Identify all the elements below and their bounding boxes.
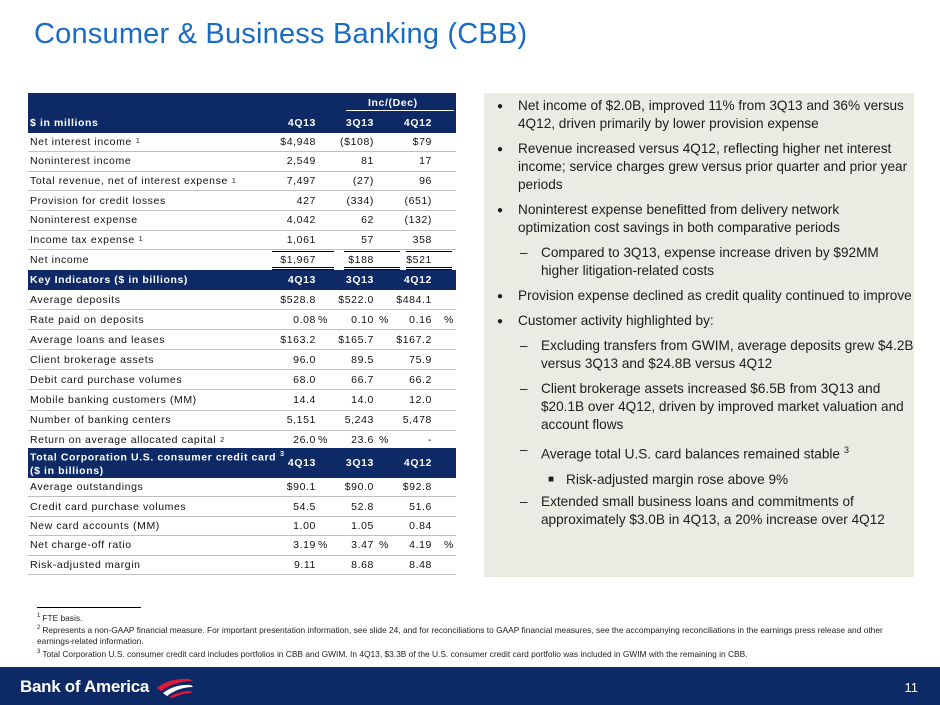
- value-col-1: 9.11: [293, 558, 316, 571]
- header-line-1: Total Corporation U.S. consumer credit card: [30, 451, 277, 464]
- bullet-item: [484, 380, 914, 434]
- footnote-divider: [37, 607, 141, 608]
- footnote-2: $^2$ Represents a non-GAAP financial measure. For important presentation information, see slide 24, and for reconciliations to GAAP financial measures, see the accompanying reconciliations in the earnings press release and other earnings-related information.: [37, 624, 883, 647]
- total-double-rule: [272, 267, 334, 268]
- row-label-sup: 1: [138, 236, 144, 244]
- value-col-2: $188: [348, 253, 374, 266]
- row-label-text: Rate paid on deposits: [30, 313, 145, 326]
- bullet-item: [484, 244, 914, 280]
- table-row: [28, 330, 456, 350]
- value-col-2: ($108): [340, 135, 374, 148]
- unit-col-1: %: [318, 434, 328, 447]
- bullet-item: [484, 140, 914, 194]
- row-label-text: Income tax expense: [30, 233, 135, 246]
- row-label-text: New card accounts (MM): [30, 519, 160, 532]
- table-row: [28, 310, 456, 330]
- value-col-1: 3.19: [293, 539, 316, 552]
- row-label: [30, 536, 132, 554]
- row-label: [30, 330, 169, 349]
- value-col-2: 52.8: [351, 500, 374, 513]
- bullet-item: [484, 312, 914, 330]
- value-col-3: $79: [412, 135, 432, 148]
- row-label-text: Risk-adjusted margin: [30, 558, 141, 571]
- value-col-3: (651): [404, 194, 432, 207]
- row-label-text: Client brokerage assets: [30, 353, 155, 366]
- value-col-3: 0.16: [409, 313, 432, 326]
- row-label-text: Credit card purchase volumes: [30, 500, 187, 513]
- value-col-1: 14.4: [293, 394, 316, 407]
- row-label: [30, 133, 140, 152]
- value-col-3: 4.19: [409, 539, 432, 552]
- row-label: [30, 211, 142, 230]
- total-double-rule: [406, 267, 452, 268]
- value-col-2: 62: [361, 214, 374, 227]
- value-col-1: 0.08: [293, 313, 316, 326]
- bullet-item: [484, 337, 914, 373]
- row-label: [30, 191, 170, 210]
- table-row: [28, 390, 456, 410]
- bullet-text: Noninterest expense benefitted from delivery network optimization cost savings in both comparative periods: [518, 202, 840, 235]
- kpi-table: [28, 270, 456, 451]
- bullet-dot-icon: ●: [497, 316, 504, 327]
- table-row: [28, 478, 456, 497]
- bullet-text: Risk-adjusted margin rose above 9%: [566, 471, 789, 487]
- bullet-dot-icon: ●: [497, 205, 504, 216]
- row-label-text: Average outstandings: [30, 481, 144, 494]
- value-col-3: 17: [419, 155, 432, 168]
- flag-logo-icon: [155, 676, 195, 698]
- value-col-2: 66.7: [351, 373, 374, 386]
- header-label: Key Indicators ($ in billions): [30, 274, 189, 286]
- value-col-1: 54.5: [293, 500, 316, 513]
- value-col-3: 358: [412, 233, 432, 246]
- value-col-1: 1.00: [293, 519, 316, 532]
- bullet-text: Provision expense declined as credit quality continued to improve: [518, 288, 912, 303]
- header-col-2: 3Q13: [345, 274, 374, 286]
- header-line-2: ($ in billions): [30, 464, 104, 477]
- table-row: [28, 536, 456, 555]
- row-label-text: Mobile banking customers (MM): [30, 394, 197, 407]
- row-label: [30, 517, 160, 535]
- header-col-3: 4Q12: [403, 457, 432, 469]
- bullet-dot-icon: ●: [497, 291, 504, 302]
- dash-icon: –: [520, 338, 528, 353]
- bullet-item: [484, 287, 914, 305]
- value-col-1: $163.2: [280, 333, 316, 346]
- kpi-table-header: [28, 270, 456, 290]
- value-col-3: 0.84: [409, 519, 432, 532]
- value-col-2: 1.05: [351, 519, 374, 532]
- value-col-1: $4,948: [280, 135, 316, 148]
- table-row: [28, 350, 456, 370]
- value-col-2: 3.47: [351, 539, 374, 552]
- value-col-2: (334): [346, 194, 374, 207]
- header-col-3: 4Q12: [403, 116, 432, 129]
- total-rule: [272, 251, 334, 252]
- value-col-2: 5,243: [344, 414, 374, 427]
- card-table: [28, 448, 456, 575]
- unit-col-3: %: [444, 539, 454, 552]
- bullet-text: Extended small business loans and commitments of approximately $3.0B in 4Q13, a 20% increase over 4Q12: [541, 493, 885, 527]
- total-rule: [406, 251, 452, 252]
- footnote-3: $^3$ Total Corporation U.S. consumer credit card includes portfolios in CBB and GWIM. In 4Q13, $3.3B of the U.S. consumer credit card portfolio was included in GWIM with the remaining in CBB.: [37, 648, 748, 659]
- row-label-text: Noninterest income: [30, 155, 132, 168]
- row-label: [30, 411, 175, 430]
- table-row: [28, 556, 456, 575]
- income-table-header: [28, 113, 456, 133]
- header-col-2: 3Q13: [345, 457, 374, 469]
- row-label-text: Average deposits: [30, 293, 121, 306]
- header-label: $ in millions: [30, 116, 99, 129]
- table-row: [28, 250, 456, 270]
- bullet-item: [484, 97, 914, 133]
- row-label-text: Return on average allocated capital: [30, 434, 217, 447]
- value-col-3: 8.48: [409, 558, 432, 571]
- value-col-2: 89.5: [351, 353, 374, 366]
- row-label-sup: 2: [220, 436, 225, 444]
- bullet-text: Revenue increased versus 4Q12, reflecting higher net interest income; service charges grew versus prior quarter and prior year periods: [518, 141, 908, 192]
- row-label-text: Net interest income: [30, 135, 132, 148]
- bullet-text: Excluding transfers from GWIM, average deposits grew $4.2B versus 3Q13 and $24.8B versus 4Q12: [541, 338, 914, 371]
- total-rule: [344, 251, 400, 252]
- value-col-1: 26.0: [293, 434, 316, 447]
- table-row: [28, 497, 456, 516]
- value-col-2: 0.10: [351, 313, 374, 326]
- header-col-1: 4Q13: [287, 116, 316, 129]
- value-col-3: -: [427, 434, 432, 447]
- unit-col-2: %: [379, 539, 389, 552]
- row-label: [30, 231, 143, 250]
- bullet-text: Compared to 3Q13, expense increase driven by $92MM higher litigation-related costs: [541, 245, 879, 278]
- value-col-1: 1,061: [286, 233, 316, 246]
- row-label-text: Net charge-off ratio: [30, 539, 132, 552]
- row-label-sup: 1: [231, 177, 237, 185]
- value-col-3: 75.9: [409, 353, 432, 366]
- value-col-1: $90.1: [286, 481, 316, 494]
- square-bullet-icon: ■: [548, 473, 555, 485]
- value-col-1: 68.0: [293, 373, 316, 386]
- row-label: [30, 370, 186, 389]
- bullet-dot-icon: ●: [497, 101, 504, 112]
- row-label: [30, 478, 143, 496]
- bullet-item: [484, 441, 914, 464]
- row-label: [30, 290, 125, 309]
- value-col-3: 51.6: [409, 500, 432, 513]
- table-row: [28, 152, 456, 172]
- total-double-rule: [344, 267, 400, 268]
- value-col-3: 12.0: [409, 394, 432, 407]
- value-col-1: 427: [296, 194, 316, 207]
- row-label: [30, 152, 135, 171]
- unit-col-3: %: [444, 313, 454, 326]
- table-row: [28, 211, 456, 231]
- footnote-1: $^1$ FTE basis.: [37, 612, 83, 623]
- page-number: 11: [904, 680, 918, 695]
- header-sup: 3: [280, 451, 285, 459]
- value-col-3: 96: [419, 175, 432, 188]
- bullet-item: [484, 493, 914, 529]
- value-col-3: $521: [406, 253, 432, 266]
- bullet-item: [484, 471, 914, 489]
- card-table-header: [28, 448, 456, 478]
- group-header-label: Inc/(Dec): [368, 97, 418, 109]
- dash-icon: –: [520, 442, 528, 457]
- header-col-1: 4Q13: [287, 457, 316, 469]
- header-col-1: 4Q13: [287, 274, 316, 286]
- value-col-1: 4,042: [286, 214, 316, 227]
- bullet-text: Average total U.S. card balances remained stable: [541, 446, 840, 462]
- income-table-group-header: [28, 93, 456, 113]
- commentary-bullets: [484, 97, 914, 536]
- value-col-1: 96.0: [293, 353, 316, 366]
- value-col-3: 5,478: [402, 414, 432, 427]
- unit-col-1: %: [318, 539, 328, 552]
- table-row: [28, 370, 456, 390]
- table-row: [28, 231, 456, 251]
- bullet-text: Customer activity highlighted by:: [518, 313, 714, 328]
- row-label-text: Provision for credit losses: [30, 194, 166, 207]
- unit-col-1: %: [318, 313, 328, 326]
- row-label: [30, 556, 141, 574]
- bullet-item: [484, 201, 914, 237]
- value-col-1: 2,549: [286, 155, 316, 168]
- page-title: Consumer & Business Banking (CBB): [34, 18, 528, 50]
- row-label-text: Debit card purchase volumes: [30, 373, 183, 386]
- value-col-1: $1,967: [280, 253, 316, 266]
- dash-icon: –: [520, 381, 528, 396]
- row-label: [30, 172, 236, 191]
- table-row: [28, 517, 456, 536]
- row-label-text: Total revenue, net of interest expense: [30, 175, 228, 188]
- value-col-2: 23.6: [351, 434, 374, 447]
- value-col-2: $165.7: [338, 333, 374, 346]
- bullet-dot-icon: ●: [497, 144, 504, 155]
- header-col-2: 3Q13: [345, 116, 374, 129]
- value-col-2: 81: [361, 155, 374, 168]
- row-label: [30, 431, 225, 450]
- value-col-3: (132): [404, 214, 432, 227]
- value-col-2: $90.0: [344, 481, 374, 494]
- value-col-2: 57: [361, 233, 374, 246]
- table-row: [28, 191, 456, 211]
- dash-icon: –: [520, 493, 528, 509]
- row-label-sup: 1: [135, 138, 141, 146]
- value-col-3: 66.2: [409, 373, 432, 386]
- row-label: [30, 310, 148, 329]
- row-label: [30, 250, 93, 270]
- table-row: [28, 172, 456, 192]
- row-label: [30, 497, 186, 515]
- value-col-1: 7,497: [286, 175, 316, 188]
- row-label-text: Noninterest expense: [30, 214, 138, 227]
- value-col-1: 5,151: [286, 414, 316, 427]
- value-col-2: (27): [352, 175, 374, 188]
- row-label-text: Average loans and leases: [30, 333, 166, 346]
- unit-col-2: %: [379, 313, 389, 326]
- dash-icon: –: [520, 245, 528, 260]
- header-label: [30, 448, 285, 478]
- value-col-2: 8.68: [351, 558, 374, 571]
- value-col-2: $522.0: [338, 293, 374, 306]
- value-col-1: $528.8: [280, 293, 316, 306]
- income-table: [28, 93, 456, 270]
- row-label-text: Number of banking centers: [30, 414, 172, 427]
- logo-text: Bank of America: [20, 677, 150, 696]
- row-label-text: Net income: [30, 253, 90, 266]
- bullet-sup: 3: [843, 445, 849, 455]
- row-label: [30, 390, 201, 409]
- value-col-3: $167.2: [396, 333, 432, 346]
- value-col-3: $92.8: [402, 481, 432, 494]
- bank-logo: [20, 676, 195, 698]
- value-col-2: 14.0: [351, 394, 374, 407]
- table-row: [28, 290, 456, 310]
- header-col-3: 4Q12: [403, 274, 432, 286]
- row-label: [30, 350, 158, 369]
- bullet-text: Client brokerage assets increased $6.5B from 3Q13 and $20.1B over 4Q12, driven by improved market valuation and account flows: [541, 381, 904, 432]
- table-row: [28, 411, 456, 431]
- value-col-3: $484.1: [396, 293, 432, 306]
- table-row: [28, 133, 456, 153]
- unit-col-2: %: [379, 434, 389, 447]
- bullet-text: Net income of $2.0B, improved 11% from 3Q13 and 36% versus 4Q12, driven primarily by lower provision expense: [518, 98, 904, 131]
